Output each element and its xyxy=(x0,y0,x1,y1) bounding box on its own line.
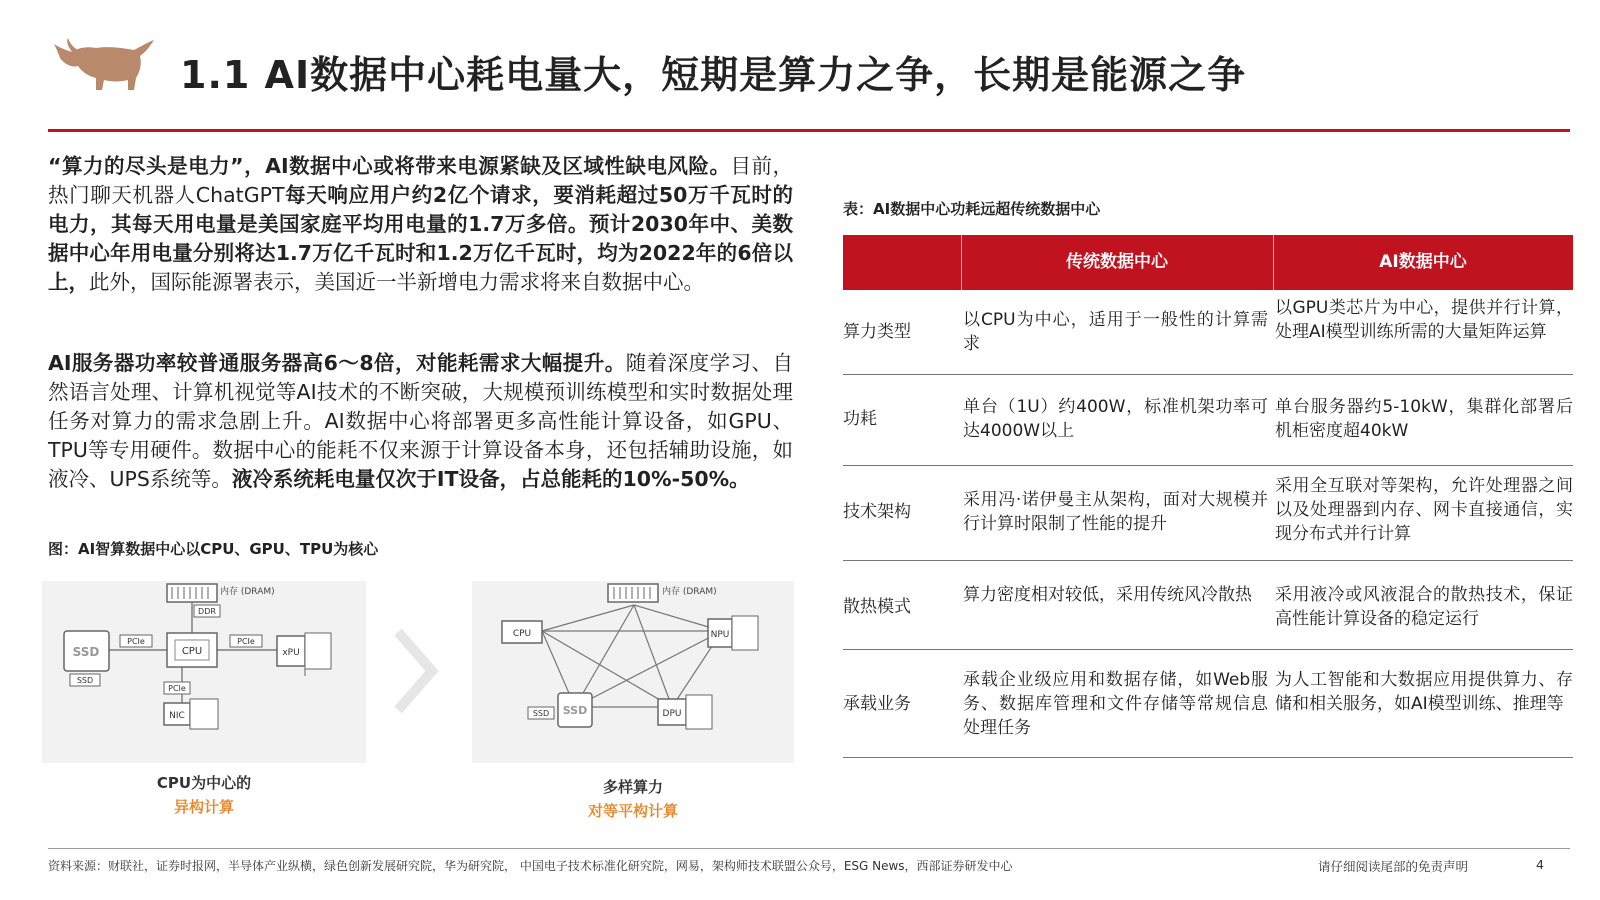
table-row xyxy=(843,375,1573,466)
page-title: 1.1 AI数据中心耗电量大，短期是算力之争，长期是能源之争 xyxy=(180,53,1247,97)
ssd-label: SSD xyxy=(76,676,94,685)
table-header-ai: AI数据中心 xyxy=(1379,252,1467,272)
table-header xyxy=(843,235,1573,290)
dram-label: 内存 (DRAM) xyxy=(662,587,717,597)
ssd-icon-text: SSD xyxy=(72,645,100,659)
row-label: 技术架构 xyxy=(843,502,911,522)
ssd-icon-text: SSD xyxy=(562,704,588,717)
ai-cell: 以GPU类芯片为中心，提供并行计算，处理AI模型训练所需的大量矩阵运算 xyxy=(1275,298,1573,342)
chevron-right-icon xyxy=(392,626,442,716)
ssd-label: SSD xyxy=(532,709,550,718)
xpu-label: xPU xyxy=(282,648,300,658)
cpu-label: CPU xyxy=(512,629,532,639)
ai-cell: 为人工智能和大数据应用提供算力、存储和相关服务，如AI模型训练、推理等 xyxy=(1275,670,1573,714)
dram-icon xyxy=(167,584,217,602)
para1-bold-1: “算力的尽头是电力”，AI数据中心或将带来电源紧缺及区域性缺电风险。 xyxy=(48,154,731,178)
traditional-cell: 算力密度相对较低，采用传统风冷散热 xyxy=(963,585,1252,605)
ai-cell: 采用全互联对等架构，允许处理器之间以及处理器到内存、网卡直接通信，实现分布式并行计算 xyxy=(1275,476,1573,544)
diagram1-caption-line1: CPU为中心的 xyxy=(156,774,252,792)
pcie-left-label: PCIe xyxy=(127,637,145,646)
diagram2-caption-line1: 多样算力 xyxy=(602,778,663,796)
cpu-label: CPU xyxy=(181,646,203,657)
dram-icon xyxy=(608,584,658,602)
pcie-bottom-label: PCIe xyxy=(168,684,186,693)
diagram1-caption-line2: 异构计算 xyxy=(173,798,234,816)
table-row xyxy=(843,650,1573,758)
table-row xyxy=(843,466,1573,561)
row-label: 散热模式 xyxy=(843,597,911,617)
ddr-label: DDR xyxy=(198,607,216,616)
paragraph-power-shortage xyxy=(48,152,793,297)
row-label: 功耗 xyxy=(843,409,877,429)
figure-caption: 图：AI智算数据中心以CPU、GPU、TPU为核心 xyxy=(48,540,379,558)
para1-text-2: 此外，国际能源署表示，美国近一半新增电力需求将来自数据中心。 xyxy=(89,270,704,294)
traditional-cell: 以CPU为中心，适用于一般性的计算需求 xyxy=(963,310,1268,354)
disclaimer-note: 请仔细阅读尾部的免责声明 xyxy=(1318,859,1469,874)
footer-divider xyxy=(48,848,1570,849)
para2-bold-2: 液冷系统耗电量仅次于IT设备，占总能耗的10%-50%。 xyxy=(231,467,750,491)
table-header-cell-empty xyxy=(843,235,961,290)
source-note: 资料来源：财联社，证券时报网，半导体产业纵横，绿色创新发展研究院，华为研究院， 中国电子技术标准化研究院，网易，架构师技术联盟公众号，ESG News，西部证券研发中心 xyxy=(48,859,1013,873)
row-label: 承载业务 xyxy=(843,694,911,714)
paragraph-ai-server-power xyxy=(48,349,793,494)
table-row xyxy=(843,290,1573,375)
diagram2-caption-line2: 对等平构计算 xyxy=(587,802,678,820)
para1-text-1: 目前，热门聊天机器人ChatGPT xyxy=(48,154,794,207)
diagram-peer-computing xyxy=(472,581,794,763)
dram-label: 内存 (DRAM) xyxy=(220,587,275,597)
npu-label: NPU xyxy=(710,630,730,640)
traditional-cell: 单台（1U）约400W，标准机架功率可达4000W以上 xyxy=(963,397,1268,441)
ai-cell: 采用液冷或风液混合的散热技术，保证高性能计算设备的稳定运行 xyxy=(1275,585,1573,629)
dpu-label: DPU xyxy=(662,709,682,719)
traditional-cell: 采用冯·诺伊曼主从架构，面对大规模并行计算时限制了性能的提升 xyxy=(963,490,1268,534)
page-number: 4 xyxy=(1536,857,1544,872)
table-caption: 表：AI数据中心功耗远超传统数据中心 xyxy=(843,200,1101,218)
bull-logo-icon xyxy=(50,34,160,94)
table-row xyxy=(843,561,1573,650)
row-label: 算力类型 xyxy=(843,322,911,342)
table-header-traditional: 传统数据中心 xyxy=(1066,252,1168,272)
para2-text-1: 随着深度学习、自然语言处理、计算机视觉等AI技术的不断突破，大规模预训练模型和实时数据处理任务对算力的需求急剧上升。AI数据中心将部署更多高性能计算设备，如GPU、TPU等专用硬件。数据中心的能耗不仅来源于计算设备本身，还包括辅助设施，如液冷、UPS系统等。 xyxy=(48,351,793,491)
title-divider xyxy=(48,129,1570,132)
ai-cell: 单台服务器约5-10kW，集群化部署后机柜密度超40kW xyxy=(1275,397,1573,441)
pcie-right-label: PCIe xyxy=(237,637,255,646)
para1-bold-2: 每天响应用户约2亿个请求，要消耗超过50万千瓦时的电力，其每天用电量是美国家庭平均用电量的1.7万多倍。预计2030年中、美数据中心年用电量分别将达1.7万亿千瓦时和1.2万亿千瓦时，均为2022年的6倍以上， xyxy=(48,183,793,294)
para2-bold-1: AI服务器功率较普通服务器高6～8倍，对能耗需求大幅提升。 xyxy=(48,351,626,375)
traditional-cell: 承载企业级应用和数据存储，如Web服务、数据库管理和文件存储等常规信息处理任务 xyxy=(963,670,1268,738)
diagram-cpu-centric xyxy=(42,581,366,763)
nic-label: NIC xyxy=(169,711,185,721)
